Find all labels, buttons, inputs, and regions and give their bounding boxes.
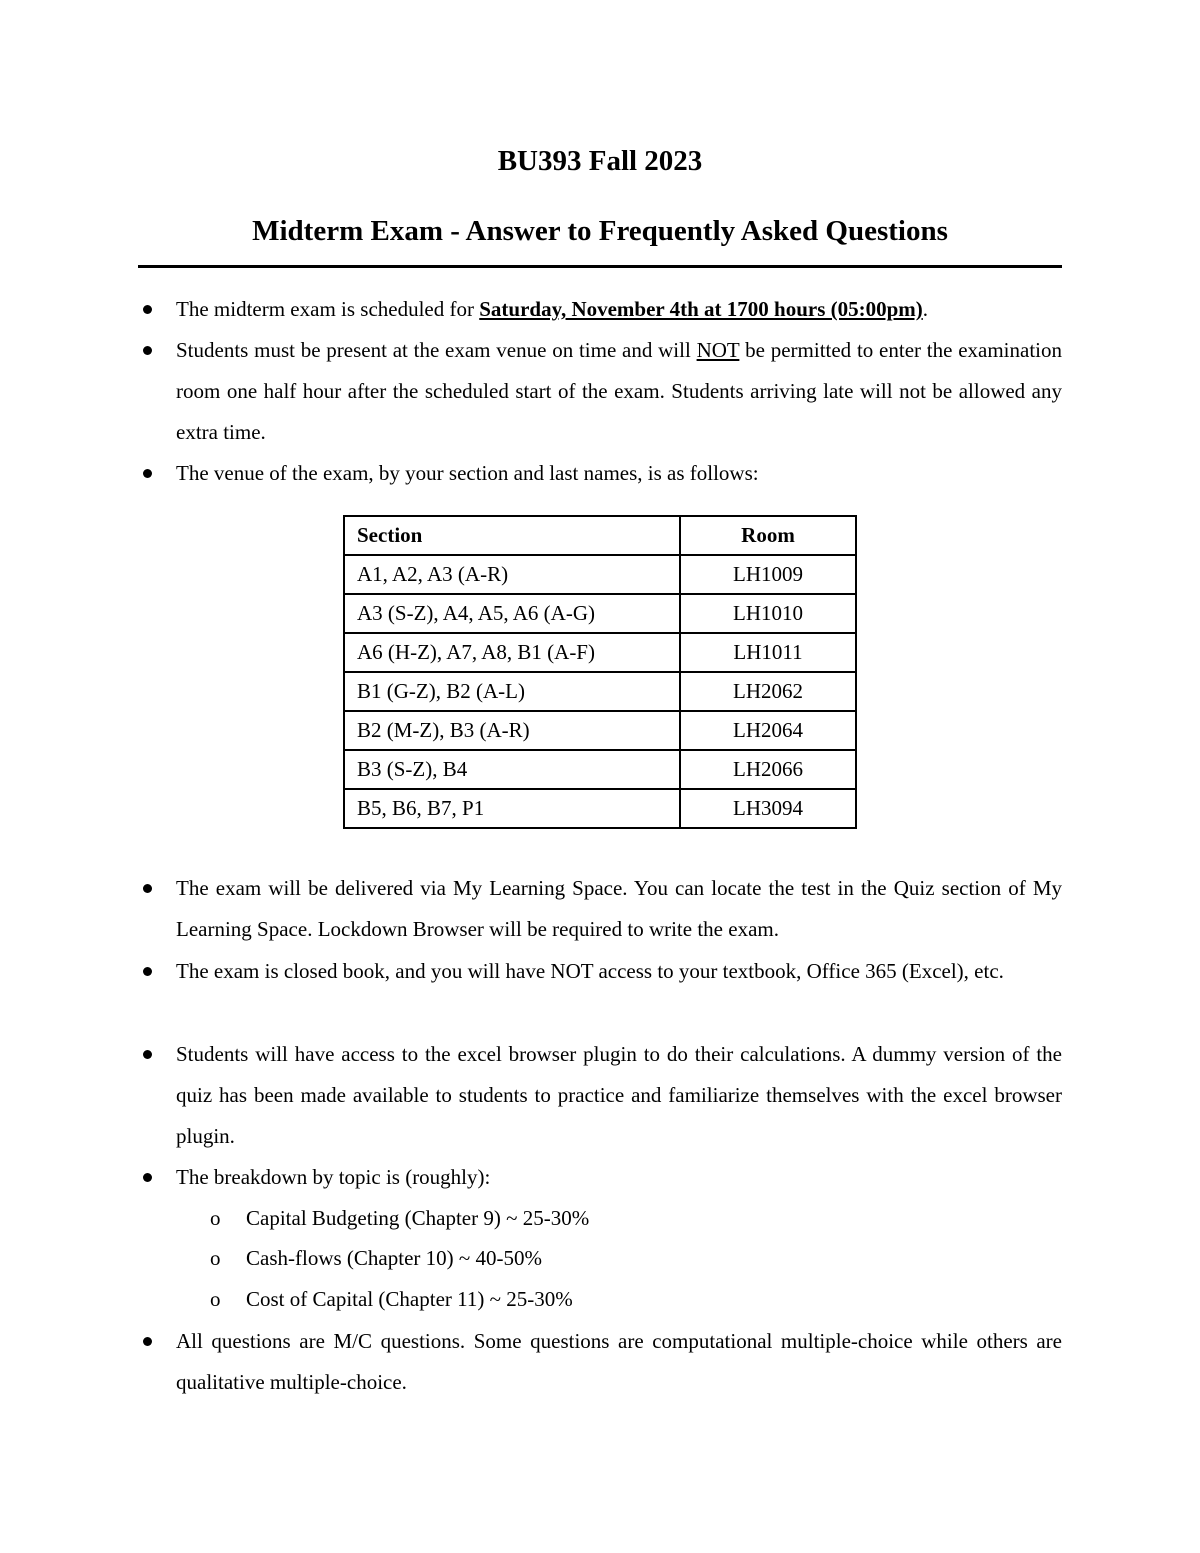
table-row xyxy=(344,594,856,633)
breakdown-item xyxy=(210,1198,589,1239)
closed-book-text: The exam is closed book, and you will have NOT access to your textbook, Office 365 (Excel), etc. xyxy=(176,959,1004,983)
breakdown-item-text: Cash-flows (Chapter 10) ~ 40-50% xyxy=(246,1246,542,1270)
bullet-dot-icon xyxy=(143,1050,152,1059)
attendance-part1: Students must be present at the exam venue on time and will xyxy=(176,338,697,362)
bullet-plugin xyxy=(138,1034,1062,1157)
table-cell-section: A6 (H-Z), A7, A8, B1 (A-F) xyxy=(344,633,680,672)
table-header-section: Section xyxy=(344,516,680,555)
bullet-dot-icon xyxy=(143,884,152,893)
schedule-suffix: . xyxy=(922,297,929,321)
table-cell-section: B1 (G-Z), B2 (A-L) xyxy=(344,672,680,711)
title-divider xyxy=(138,265,1062,268)
breakdown-item-text: Cost of Capital (Chapter 11) ~ 25-30% xyxy=(246,1287,573,1311)
schedule-prefix: The midterm exam is scheduled for xyxy=(176,297,480,321)
table-cell-section: B5, B6, B7, P1 xyxy=(344,789,680,828)
bullet-format xyxy=(138,1321,1062,1403)
table-cell-section: B3 (S-Z), B4 xyxy=(344,750,680,789)
bullet-dot-icon xyxy=(143,1337,152,1346)
circle-bullet-icon: o xyxy=(210,1246,221,1270)
table-cell-room: LH3094 xyxy=(680,789,856,828)
attendance-part2: be permitted to enter the examination room one half hour after the scheduled start of the exam. Students arriving late will not be allowed any extra time. xyxy=(176,338,1063,444)
bullet-dot-icon xyxy=(143,967,152,976)
breakdown-item-text: Capital Budgeting (Chapter 9) ~ 25-30% xyxy=(246,1206,590,1230)
venue-intro-text: The venue of the exam, by your section and last names, is as follows: xyxy=(176,461,759,485)
bullet-attendance-text xyxy=(176,330,1062,453)
bullet-attendance xyxy=(138,330,1062,453)
bullet-schedule-text xyxy=(176,289,1062,330)
table-cell-section: B2 (M-Z), B3 (A-R) xyxy=(344,711,680,750)
circle-bullet-icon: o xyxy=(210,1287,221,1311)
course-title: BU393 Fall 2023 xyxy=(497,145,703,177)
attendance-not: NOT xyxy=(696,338,740,362)
table-cell-section: A3 (S-Z), A4, A5, A6 (A-G) xyxy=(344,594,680,633)
venue-table xyxy=(343,515,857,829)
document-subtitle: Midterm Exam - Answer to Frequently Asked Questions xyxy=(252,215,948,247)
schedule-date: Saturday, November 4th at 1700 hours (05:00pm) xyxy=(479,297,923,321)
bullet-delivery xyxy=(138,868,1062,950)
bullet-schedule xyxy=(138,289,1062,330)
bullet-dot-icon xyxy=(143,1173,152,1182)
table-row xyxy=(344,711,856,750)
table-header-room: Room xyxy=(680,516,856,555)
plugin-text: Students will have access to the excel browser plugin to do their calculations. A dummy version of the quiz has been made available to students to practice and familiarize themselves with the excel browser plugin. xyxy=(176,1042,1062,1148)
table-cell-room: LH1011 xyxy=(680,633,856,672)
circle-bullet-icon: o xyxy=(210,1206,221,1230)
table-row xyxy=(344,633,856,672)
table-cell-room: LH2066 xyxy=(680,750,856,789)
table-cell-room: LH2062 xyxy=(680,672,856,711)
table-cell-room: LH1010 xyxy=(680,594,856,633)
bullet-dot-icon xyxy=(143,469,152,478)
bullet-dot-icon xyxy=(143,305,152,314)
table-row xyxy=(344,555,856,594)
table-header-row xyxy=(344,516,856,555)
breakdown-item xyxy=(210,1279,573,1320)
bullet-breakdown xyxy=(138,1157,1062,1198)
bullet-closed-book xyxy=(138,951,1062,992)
table-cell-room: LH1009 xyxy=(680,555,856,594)
breakdown-item xyxy=(210,1238,542,1279)
bullet-venue-intro xyxy=(138,453,1062,494)
format-text: All questions are M/C questions. Some questions are computational multiple-choice while others are qualitative multiple-choice. xyxy=(176,1329,1062,1394)
table-row xyxy=(344,750,856,789)
table-cell-room: LH2064 xyxy=(680,711,856,750)
table-row xyxy=(344,789,856,828)
delivery-text: The exam will be delivered via My Learning Space. You can locate the test in the Quiz section of My Learning Space. Lockdown Browser will be required to write the exam. xyxy=(176,876,1062,941)
bullet-dot-icon xyxy=(143,346,152,355)
table-row xyxy=(344,672,856,711)
table-cell-section: A1, A2, A3 (A-R) xyxy=(344,555,680,594)
breakdown-intro-text: The breakdown by topic is (roughly): xyxy=(176,1165,491,1189)
